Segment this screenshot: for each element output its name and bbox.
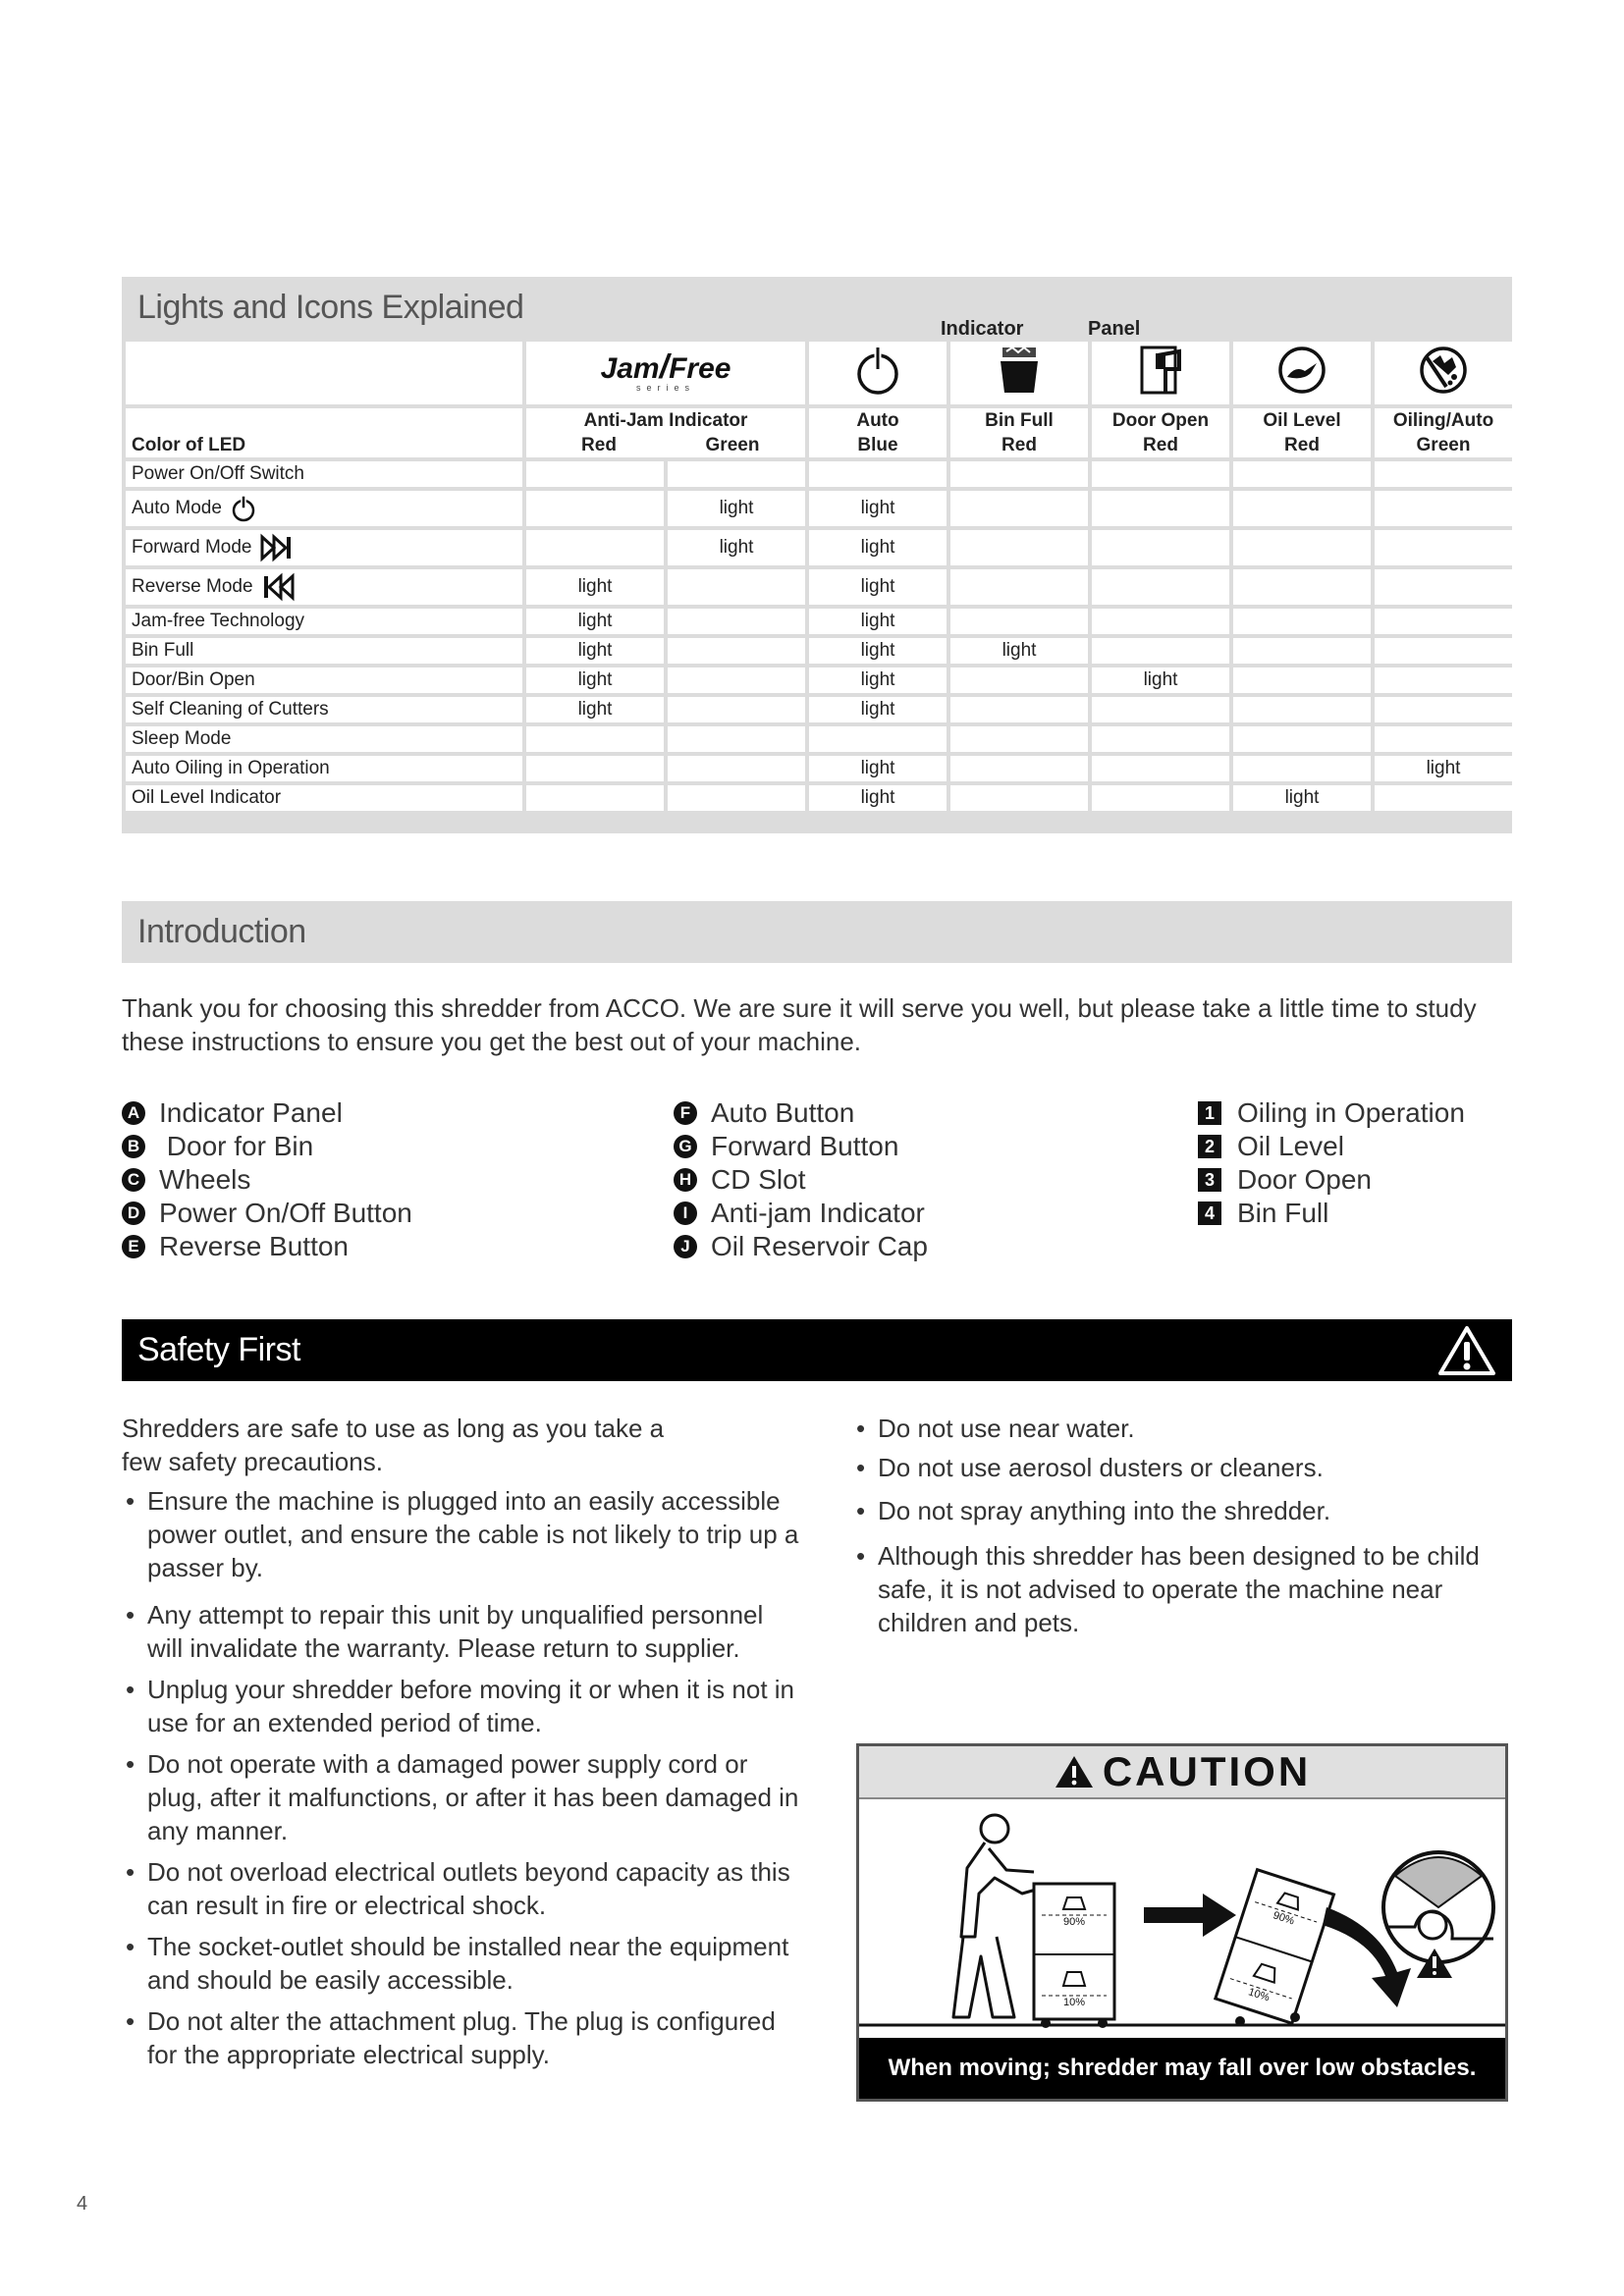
led-cell (1233, 697, 1371, 722)
parts-list-col1 (122, 1096, 412, 1263)
led-cell: light (809, 756, 947, 781)
door-open-icon (1136, 344, 1185, 397)
parts-list-item (122, 1163, 412, 1197)
safety-bullet (126, 1855, 803, 1922)
led-cell (1092, 697, 1229, 722)
introduction-title: Introduction (137, 913, 306, 950)
safety-intro: Shredders are safe to use as long as you take a few safety precautions. (122, 1414, 665, 1476)
caution-footer: When moving; shredder may fall over low obstacles. (859, 2038, 1505, 2099)
safety-bullet (126, 1930, 803, 1997)
col-group-oil-level: Oil Level (1263, 410, 1341, 431)
led-cell: light (809, 785, 947, 811)
led-cell: light (526, 638, 664, 664)
auto-mode-icon (230, 494, 257, 523)
led-row-label (126, 667, 522, 693)
color-red: Red (1284, 435, 1320, 455)
letter-badge: B (122, 1135, 145, 1158)
parts-list-item (122, 1130, 412, 1163)
safety-first-bar (122, 1319, 1512, 1381)
led-cell: light (809, 638, 947, 664)
led-cell: light (668, 491, 805, 526)
color-red: Red (1001, 435, 1037, 455)
led-row-label-text: Self Cleaning of Cutters (132, 699, 329, 720)
led-cell (1092, 756, 1229, 781)
oil-level-icon (1275, 344, 1328, 397)
led-row (126, 756, 1512, 781)
page-number: 4 (77, 2193, 88, 2215)
bullet-dot: • (126, 1932, 135, 1961)
safety-bullet (126, 1484, 803, 1584)
safety-bullet-text: Although this shredder has been designed to be child safe, it is not advised to operate the machine near children and pets. (878, 1541, 1480, 1637)
jamfree-logo-word2: Free (669, 352, 731, 385)
col-group-oiling-auto: Oiling/Auto (1392, 410, 1494, 431)
letter-badge: F (674, 1101, 697, 1125)
parts-list-item (1198, 1130, 1465, 1163)
jamfree-logo: Jam/Free (600, 348, 731, 386)
parts-list-item (674, 1096, 928, 1130)
bullet-dot: • (126, 1749, 135, 1779)
led-cell (950, 697, 1088, 722)
power-icon (854, 343, 901, 398)
jamfree-logo-sub: series (635, 383, 695, 393)
led-cell (526, 530, 664, 565)
color-green: Green (1416, 435, 1471, 455)
safety-bullet-text: The socket-outlet should be installed near the equipment and should be easily accessible. (147, 1932, 789, 1995)
pct-top-upright: 90% (1062, 1916, 1086, 1928)
color-blue: Blue (857, 435, 898, 455)
led-cell (1375, 667, 1512, 693)
parts-list-label: Door for Bin (159, 1131, 314, 1161)
parts-list-label: Oil Reservoir Cap (711, 1231, 928, 1261)
led-row-label-text: Auto Mode (132, 498, 222, 519)
led-cell (1375, 638, 1512, 664)
led-cell: light (809, 491, 947, 526)
led-cell (668, 609, 805, 634)
safety-bullet-text: Do not operate with a damaged power supply cord or plug, after it malfunctions, or after it has been damaged in any manner. (147, 1749, 799, 1845)
jamfree-logo-cell (526, 342, 805, 404)
led-cell (1092, 530, 1229, 565)
safety-bullet (856, 1412, 1514, 1445)
led-cell: light (526, 697, 664, 722)
led-row-label (126, 697, 522, 722)
led-cell (1233, 609, 1371, 634)
parts-list-item (122, 1096, 412, 1130)
bullet-dot: • (856, 1496, 866, 1525)
led-cell (668, 667, 805, 693)
parts-list-item (674, 1130, 928, 1163)
led-cell (526, 785, 664, 811)
led-row-label-text: Reverse Mode (132, 576, 253, 598)
led-cell: light (809, 569, 947, 605)
led-cell (668, 638, 805, 664)
safety-bullet (126, 2004, 803, 2071)
color-green: Green (705, 435, 760, 455)
led-cell: light (526, 569, 664, 605)
lights-section-title: Lights and Icons Explained (137, 289, 524, 326)
parts-list-label: Power On/Off Button (159, 1198, 412, 1228)
led-row (126, 697, 1512, 722)
bullet-dot: • (856, 1453, 866, 1482)
caution-illustration (856, 1743, 1508, 2102)
led-cell (1233, 569, 1371, 605)
led-row-label-text: Auto Oiling in Operation (132, 758, 330, 778)
pct-bottom-tilted: 10% (1246, 1986, 1272, 2004)
led-cell (1233, 638, 1371, 664)
parts-list-label: Indicator Panel (159, 1097, 343, 1128)
parts-list-label: Oiling in Operation (1237, 1097, 1465, 1128)
led-cell (1092, 491, 1229, 526)
led-cell (950, 609, 1088, 634)
led-row-label (126, 461, 522, 487)
led-cell: light (950, 638, 1088, 664)
col-group-bin-full: Bin Full (985, 410, 1054, 431)
parts-list-item (674, 1163, 928, 1197)
led-cell (950, 726, 1088, 752)
pct-top-tilted: 90% (1272, 1909, 1296, 1928)
led-cell (1233, 756, 1371, 781)
led-cell (1233, 667, 1371, 693)
safety-bullet-text: Ensure the machine is plugged into an easily accessible power outlet, and ensure the cable is not likely to trip up a passer by. (147, 1486, 799, 1582)
led-cell (809, 726, 947, 752)
panel-label: Panel (1088, 318, 1141, 340)
safety-bullet-text: Do not use aerosol dusters or cleaners. (878, 1453, 1324, 1482)
led-cell (526, 726, 664, 752)
led-cell (1375, 569, 1512, 605)
led-cell (1375, 697, 1512, 722)
parts-list-label: Anti-jam Indicator (711, 1198, 925, 1228)
parts-list-label: Reverse Button (159, 1231, 349, 1261)
led-cell: light (526, 667, 664, 693)
warning-icon (1437, 1325, 1496, 1376)
led-cell (1092, 609, 1229, 634)
parts-list-label: Bin Full (1237, 1198, 1329, 1228)
led-cell (526, 756, 664, 781)
led-cell (526, 461, 664, 487)
led-row (126, 609, 1512, 634)
led-cell (950, 491, 1088, 526)
led-row-label (126, 491, 522, 526)
led-cell (668, 697, 805, 722)
safety-bullet-text: Do not use near water. (878, 1414, 1135, 1443)
led-cell (950, 569, 1088, 605)
led-cell (1375, 530, 1512, 565)
parts-list-item (1198, 1197, 1465, 1230)
parts-list-item (122, 1230, 412, 1263)
led-cell (1375, 461, 1512, 487)
led-cell (950, 461, 1088, 487)
safety-bullet (126, 1673, 803, 1739)
color-red: Red (581, 435, 617, 455)
led-cell: light (526, 609, 664, 634)
parts-list-item (122, 1197, 412, 1230)
led-cell (668, 461, 805, 487)
led-row (126, 638, 1512, 664)
letter-badge: J (674, 1235, 697, 1258)
led-cell: light (668, 530, 805, 565)
bullet-dot: • (126, 1486, 135, 1516)
led-row-label (126, 569, 522, 605)
safety-bullet (856, 1494, 1514, 1527)
led-cell (1375, 785, 1512, 811)
led-table-body (126, 461, 1512, 811)
forward-mode-icon (260, 533, 294, 562)
letter-badge: I (674, 1201, 697, 1225)
parts-list-col2 (674, 1096, 928, 1263)
lights-icons-table-panel (122, 277, 1512, 833)
parts-list-item (674, 1197, 928, 1230)
led-row (126, 461, 1512, 487)
number-badge: 2 (1198, 1135, 1221, 1158)
led-cell (1092, 461, 1229, 487)
led-cell (526, 491, 664, 526)
safety-bullet (126, 1598, 803, 1665)
led-cell (1375, 491, 1512, 526)
led-cell (950, 667, 1088, 693)
led-cell: light (809, 697, 947, 722)
led-cell (1233, 530, 1371, 565)
led-cell (668, 726, 805, 752)
led-cell (1092, 638, 1229, 664)
led-row-label-text: Bin Full (132, 640, 194, 661)
led-cell: light (1233, 785, 1371, 811)
number-badge: 1 (1198, 1101, 1221, 1125)
safety-bullet-text: Any attempt to repair this unit by unqualified personnel will invalidate the warranty. Please return to supplier. (147, 1600, 764, 1663)
led-cell (950, 756, 1088, 781)
letter-badge: D (122, 1201, 145, 1225)
letter-badge: E (122, 1235, 145, 1258)
jamfree-logo-word1: Jam (600, 352, 660, 385)
led-cell (1375, 609, 1512, 634)
bullet-dot: • (856, 1541, 866, 1571)
led-row-label-text: Forward Mode (132, 537, 252, 559)
led-cell (1233, 491, 1371, 526)
led-row-label-text: Jam-free Technology (132, 611, 305, 631)
caution-warning-icon (1054, 1754, 1095, 1789)
letter-badge: H (674, 1168, 697, 1192)
led-cell: light (1375, 756, 1512, 781)
safety-bullet (126, 1747, 803, 1847)
led-row (126, 530, 1512, 565)
led-cell (1375, 726, 1512, 752)
led-cell (1233, 461, 1371, 487)
number-badge: 4 (1198, 1201, 1221, 1225)
col-group-auto: Auto (856, 410, 899, 431)
led-row-label (126, 726, 522, 752)
parts-list-item (674, 1230, 928, 1263)
indicator-label: Indicator (941, 318, 1024, 340)
led-row (126, 491, 1512, 526)
letter-badge: C (122, 1168, 145, 1192)
led-cell (950, 530, 1088, 565)
letter-badge: A (122, 1101, 145, 1125)
parts-list-label: Door Open (1237, 1164, 1372, 1195)
led-row-label (126, 638, 522, 664)
led-row-label-text: Oil Level Indicator (132, 787, 282, 808)
led-cell: light (809, 609, 947, 634)
shredder-tipping-illustration (859, 1799, 1505, 2039)
bullet-dot: • (126, 1600, 135, 1629)
led-cell: light (1092, 667, 1229, 693)
parts-list-item (1198, 1163, 1465, 1197)
color-of-led-header: Color of LED (126, 408, 522, 457)
led-cell (950, 785, 1088, 811)
led-row-label (126, 756, 522, 781)
col-group-door-open: Door Open (1111, 410, 1210, 431)
pct-bottom-upright: 10% (1062, 1997, 1086, 2008)
safety-bullet-text: Do not overload electrical outlets beyond capacity as this can result in fire or electrical shock. (147, 1857, 790, 1920)
led-row-label (126, 785, 522, 811)
introduction-bar (122, 901, 1512, 963)
color-red: Red (1143, 435, 1178, 455)
led-row-label (126, 530, 522, 565)
led-cell (668, 569, 805, 605)
safety-bullet (856, 1451, 1514, 1484)
safety-bullet-text: Do not alter the attachment plug. The plug is configured for the appropriate electrical supply. (147, 2006, 776, 2069)
led-cell (809, 461, 947, 487)
led-row-label-text: Sleep Mode (132, 728, 232, 749)
safety-first-title: Safety First (137, 1331, 300, 1368)
intro-paragraph: Thank you for choosing this shredder from ACCO. We are sure it will serve you well, but please take a little time to study these instructions to ensure you get the best out of your machine. (122, 993, 1477, 1056)
caution-heading (859, 1746, 1505, 1799)
parts-list-label: Wheels (159, 1164, 251, 1195)
parts-list-label: CD Slot (711, 1164, 806, 1195)
bullet-dot: • (856, 1414, 866, 1443)
led-cell (1092, 726, 1229, 752)
safety-bullet-text: Unplug your shredder before moving it or when it is not in use for an extended period of time. (147, 1675, 795, 1737)
led-cell: light (809, 667, 947, 693)
safety-bullet-text: Do not spray anything into the shredder. (878, 1496, 1331, 1525)
led-cell (1092, 785, 1229, 811)
led-row-label-text: Door/Bin Open (132, 669, 255, 690)
bullet-dot: • (126, 1857, 135, 1887)
led-cell: light (809, 530, 947, 565)
led-row (126, 726, 1512, 752)
led-row (126, 569, 1512, 605)
bin-full-icon (995, 344, 1044, 397)
led-cell (668, 785, 805, 811)
parts-list-label: Auto Button (711, 1097, 855, 1128)
led-table (122, 338, 1516, 815)
led-cell (1233, 726, 1371, 752)
parts-list-label: Forward Button (711, 1131, 899, 1161)
number-badge: 3 (1198, 1168, 1221, 1192)
led-cell (1092, 569, 1229, 605)
led-row (126, 785, 1512, 811)
led-row (126, 667, 1512, 693)
bullet-dot: • (126, 1675, 135, 1704)
bullet-dot: • (126, 2006, 135, 2036)
reverse-mode-icon (261, 572, 295, 602)
col-group-anti-jam: Anti-Jam Indicator (583, 410, 748, 431)
led-row-label (126, 609, 522, 634)
caution-heading-text: CAUTION (1102, 1748, 1312, 1794)
parts-list-col3 (1198, 1096, 1465, 1230)
led-cell (668, 756, 805, 781)
parts-list-label: Oil Level (1237, 1131, 1344, 1161)
oiling-auto-icon (1417, 344, 1470, 397)
letter-badge: G (674, 1135, 697, 1158)
safety-bullet (856, 1539, 1514, 1639)
parts-list-item (1198, 1096, 1465, 1130)
led-row-label-text: Power On/Off Switch (132, 463, 304, 484)
